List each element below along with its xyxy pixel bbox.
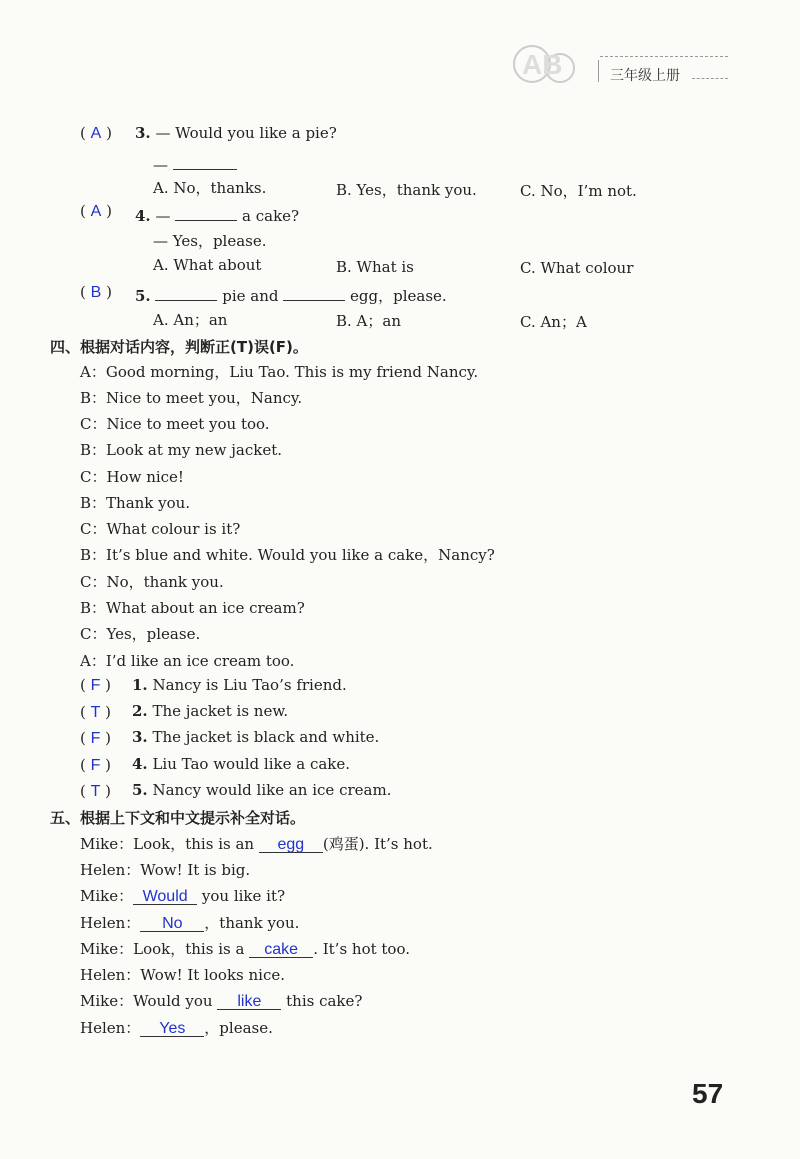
header-top-rule: [600, 56, 728, 57]
dialogue-line: A：Good morning，Liu Tao. This is my friend Nancy.: [80, 363, 479, 381]
judgment-paren: ( T ): [80, 782, 112, 800]
mc-reply: — Yes，please.: [153, 232, 267, 250]
dialogue-line: B：Look at my new jacket.: [80, 441, 283, 459]
header-separator: [598, 60, 599, 82]
dialogue-line: B：Thank you.: [80, 494, 191, 512]
logo-text: AB: [522, 49, 563, 80]
judgment-answer: T: [90, 704, 101, 721]
judgment-paren: ( F ): [80, 756, 112, 774]
mc-reply: —: [153, 152, 237, 174]
header-rule: [692, 78, 728, 79]
mc-option: C. An；A: [520, 313, 587, 331]
fill-line: Mike：Would you like this cake?: [80, 992, 363, 1010]
mc-option: B. What is: [336, 258, 414, 276]
section-title: 五、根据上下文和中文提示补全对话。: [50, 809, 306, 827]
judgment-statement: 2. The jacket is new.: [132, 702, 289, 720]
dialogue-line: C：No，thank you.: [80, 573, 224, 591]
fill-line: Mike：Look，this is an egg (鸡蛋). It’s hot.: [80, 835, 433, 853]
fill-line: Mike：Look，this is a cake . It’s hot too.: [80, 940, 410, 958]
dialogue-line: A：I’d like an ice cream too.: [80, 652, 295, 670]
judgment-statement: 1. Nancy is Liu Tao’s friend.: [132, 676, 347, 694]
mc-answer: A: [90, 125, 102, 142]
judgment-statement: 5. Nancy would like an ice cream.: [132, 781, 392, 799]
mc-option: B. Yes，thank you.: [336, 181, 477, 199]
mc-answer-paren: ( A ): [80, 124, 112, 142]
page-number: 57: [692, 1078, 724, 1109]
mc-option: C. No，I’m not.: [520, 182, 637, 200]
grade-label: 三年级上册: [610, 68, 680, 84]
dialogue-line: B：What about an ice cream?: [80, 599, 305, 617]
fill-blank[interactable]: Yes: [140, 1019, 204, 1037]
mc-question: 3. — Would you like a pie?: [135, 124, 337, 142]
mc-question: 4. — a cake?: [135, 203, 299, 225]
dialogue-line: C：Nice to meet you too.: [80, 415, 270, 433]
mc-option: B. A；an: [336, 312, 401, 330]
fill-line: Helen：Wow! It looks nice.: [80, 966, 286, 984]
reply-blank[interactable]: [173, 152, 237, 170]
section-title: 四、根据对话内容，判断正(T)误(F)。: [50, 338, 308, 356]
mc-answer: B: [90, 284, 102, 301]
judgment-paren: ( F ): [80, 676, 112, 694]
mc-answer: A: [90, 203, 102, 220]
judgment-answer: F: [90, 757, 101, 774]
question-blank[interactable]: [283, 283, 345, 301]
mc-option: C. What colour: [520, 259, 634, 277]
judgment-paren: ( T ): [80, 703, 112, 721]
judgment-statement: 4. Liu Tao would like a cake.: [132, 755, 351, 773]
dialogue-line: C：What colour is it?: [80, 520, 241, 538]
dialogue-line: B：It’s blue and white. Would you like a cake，Nancy?: [80, 546, 495, 564]
mc-option: A. No，thanks.: [153, 179, 267, 197]
question-blank[interactable]: [155, 283, 217, 301]
fill-line: Helen： No ，thank you.: [80, 914, 300, 932]
judgment-paren: ( F ): [80, 729, 112, 747]
mc-option: A. What about: [153, 256, 262, 274]
judgment-answer: F: [90, 730, 101, 747]
dialogue-line: C：Yes，please.: [80, 625, 201, 643]
fill-blank[interactable]: cake: [249, 940, 313, 958]
dialogue-line: B：Nice to meet you，Nancy.: [80, 389, 303, 407]
fill-blank[interactable]: Would: [133, 887, 197, 905]
mc-option: A. An；an: [153, 311, 228, 329]
fill-blank[interactable]: No: [140, 914, 204, 932]
judgment-statement: 3. The jacket is black and white.: [132, 728, 380, 746]
mc-question: 5. pie and egg，please.: [135, 283, 447, 306]
question-blank[interactable]: [175, 203, 237, 221]
ab-logo: [510, 42, 590, 86]
fill-line: Helen： Yes ，please.: [80, 1019, 273, 1037]
fill-blank[interactable]: egg: [259, 835, 323, 853]
fill-line: Mike： Would you like it?: [80, 887, 286, 905]
mc-answer-paren: ( B ): [80, 283, 112, 301]
fill-line: Helen：Wow! It is big.: [80, 861, 251, 879]
judgment-answer: T: [90, 783, 101, 800]
dialogue-line: C：How nice!: [80, 468, 184, 486]
fill-blank[interactable]: like: [217, 992, 281, 1010]
judgment-answer: F: [90, 677, 101, 694]
mc-answer-paren: ( A ): [80, 202, 112, 220]
